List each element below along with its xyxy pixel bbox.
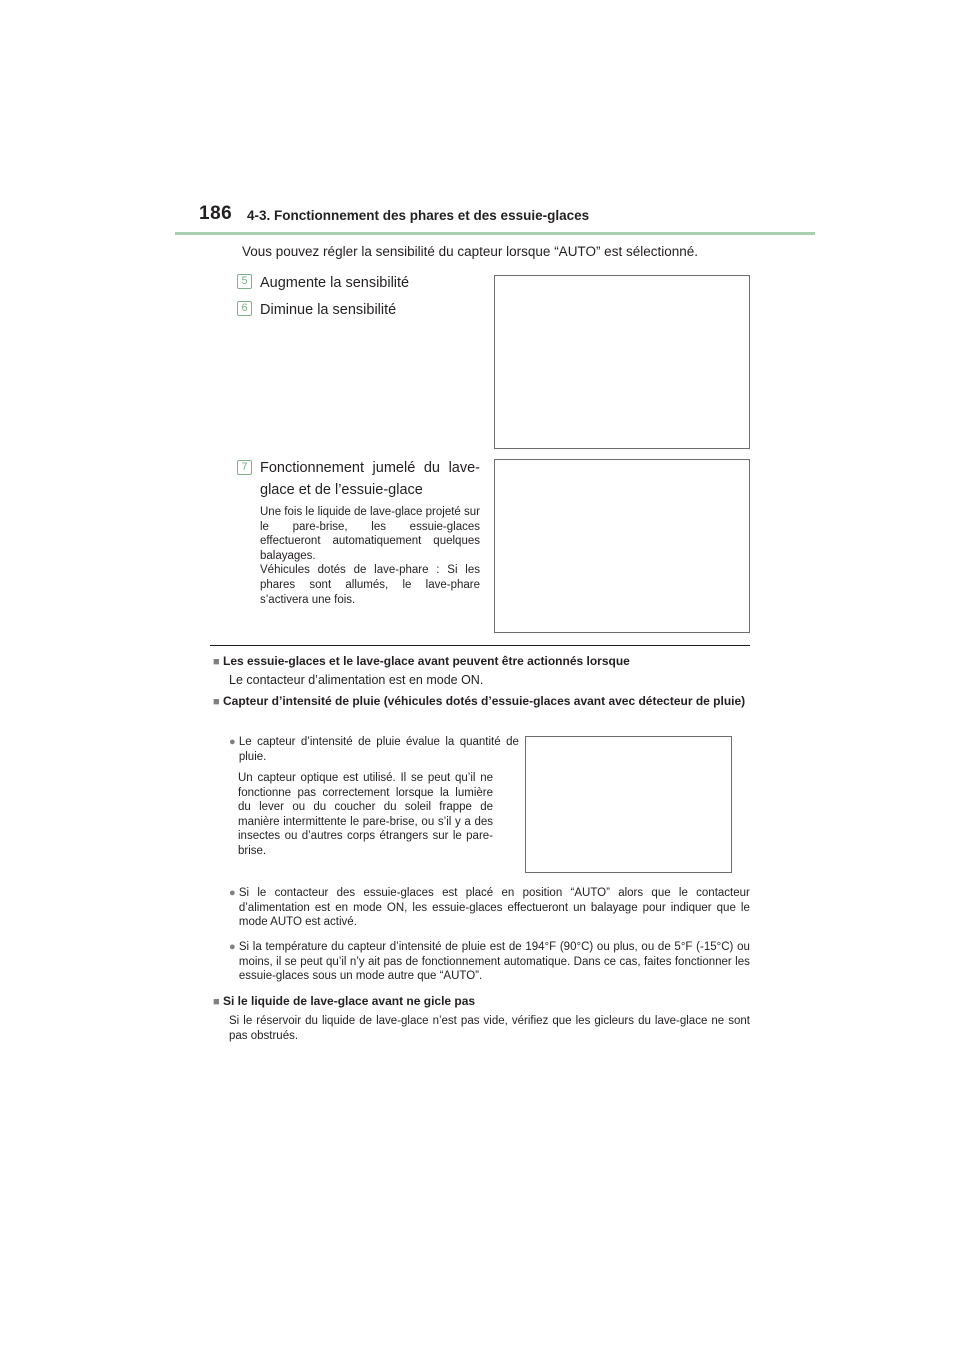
circle-bullet-icon: ● [229,941,236,953]
note-heading-text: Si le liquide de lave-glace avant ne gicle pas [223,994,476,1008]
rain-sensor-illustration [525,736,732,873]
item-description-washer-wiper [260,505,480,607]
section-title: 4-3. Fonctionnement des phares et des essuie-glaces [247,208,590,223]
circle-bullet-icon: ● [229,736,236,748]
note-heading-rain-sensor [213,694,753,710]
bullet-text: Le capteur d’intensité de pluie évalue la quantité de pluie. [238,736,519,763]
item-label-increase-sensitivity: Augmente la sensibilité [260,275,410,291]
description-paragraph: Une fois le liquide de lave-glace projeté sur le pare-brise, les essuie-glaces effectueront automatiquement quelques balayages. [260,506,480,562]
note-heading-text: Les essuie-glaces et le lave-glace avant peuvent être actionnés lorsque [223,654,630,668]
bullet-text: Si la température du capteur d’intensité de pluie est de 194°F (90°C) ou plus, ou de 5°F (-15°C) ou moins, il se peut qu’il n’y ait pas de fonctionnement automatique. Dans ce cas, faites fonctionner les essuie-glaces sous un mode autre que “AUTO”. [238,941,750,983]
item-marker-7: 7 [237,460,252,475]
item-label-washer-wiper-operation: Fonctionnement jumelé du lave-glace et de l’essuie-glace [260,460,480,498]
note-heading-washer-fluid [213,994,753,1010]
note-text-operation-condition: Le contacteur d’alimentation est en mode ON. [229,673,484,687]
item-marker-6: 6 [237,301,252,316]
item-marker-5: 5 [237,274,252,289]
temperature-bullet [229,940,750,984]
item-label-decrease-sensitivity: Diminue la sensibilité [260,302,397,318]
note-heading-text: Capteur d’intensité de pluie (véhicules dotés d’essuie-glaces avant avec détecteur de pluie) [223,694,746,708]
page-number: 186 [199,203,233,224]
square-bullet-icon: ■ [213,696,220,708]
intro-text: Vous pouvez régler la sensibilité du capteur lorsque “AUTO” est sélectionné. [242,244,698,259]
square-bullet-icon: ■ [213,656,220,668]
note-text-washer-fluid: Si le réservoir du liquide de lave-glace n’est pas vide, vérifiez que les gicleurs du lave-glace ne sont pas obstrués. [229,1015,750,1042]
auto-mode-bullet [229,886,750,930]
header-divider [175,232,815,235]
bullet-text: Si le contacteur des essuie-glaces est placé en position “AUTO” alors que le contacteur d’alimentation est en mode ON, les essuie-glaces effectueront un balayage pour indiquer que le mode AUTO est activé. [238,887,750,929]
notes-divider [210,645,750,646]
description-paragraph: Véhicules dotés de lave-phare : Si les phares sont allumés, le lave-phare s’activera une fois. [260,564,480,606]
square-bullet-icon: ■ [213,996,220,1008]
rain-sensor-bullet [229,735,519,764]
rain-sensor-bullet-detail: Un capteur optique est utilisé. Il se peut qu’il ne fonctionne pas correctement lorsque la lumière du lever ou du coucher du soleil frappe de manière intermittente le pare-brise, ou s’il y a des insectes ou d’autres corps étrangers sur le pare-brise. [238,772,493,857]
sensitivity-illustration [494,275,750,449]
circle-bullet-icon: ● [229,887,236,899]
note-heading-operation-condition [213,654,753,670]
washer-wiper-illustration [494,459,750,633]
